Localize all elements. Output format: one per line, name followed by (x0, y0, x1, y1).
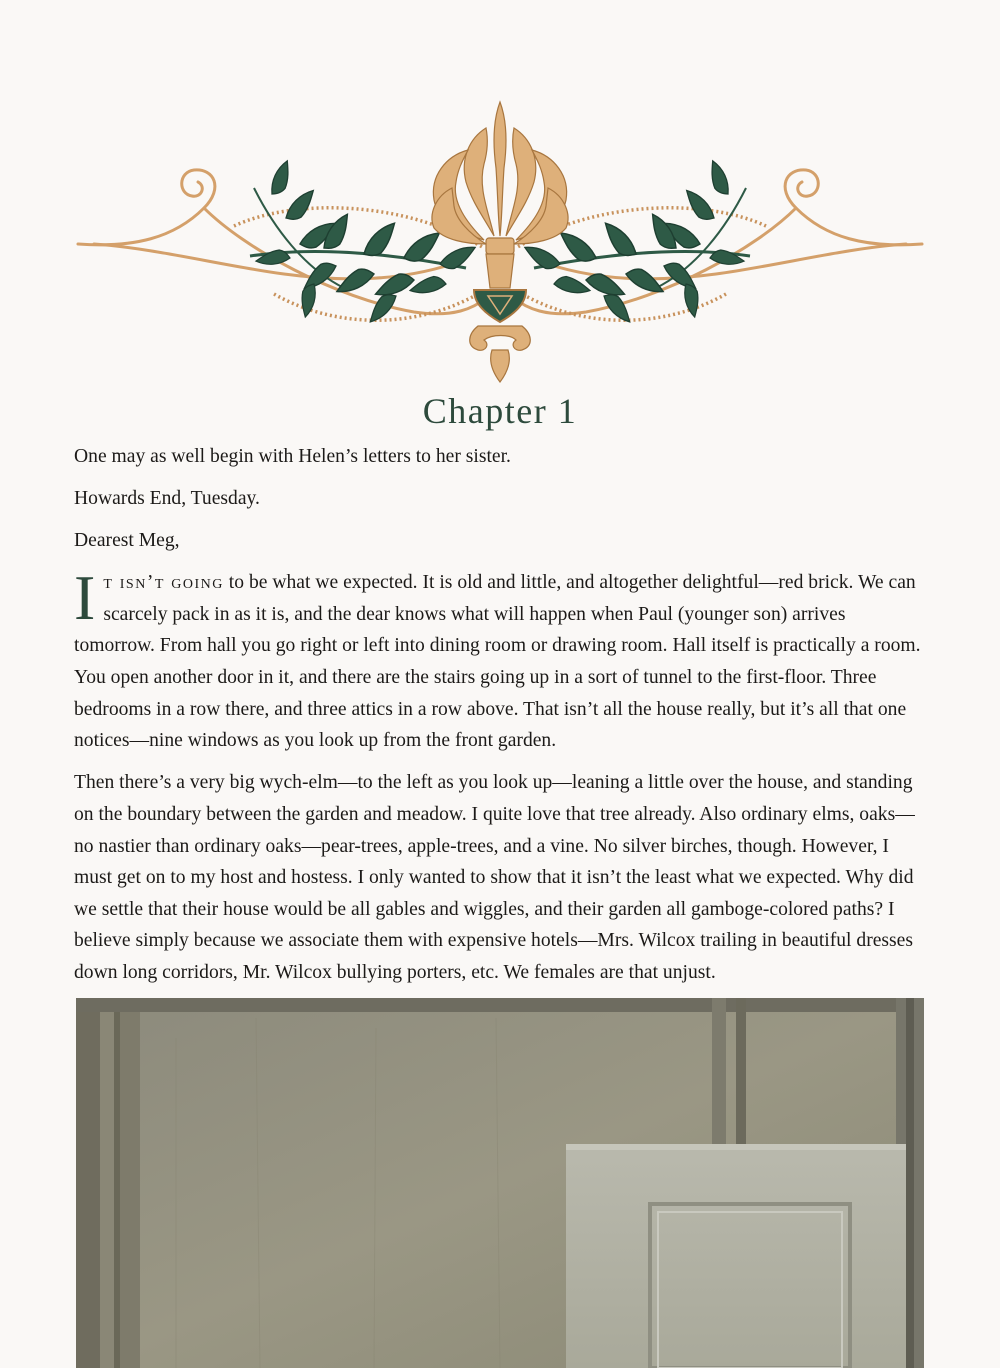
paragraph-1-text: to be what we expected. It is old and little, and altogether delightful—red brick. We can scarcely pack in as it is, and the dear knows what will happen when Paul (younger son) arrives tomorrow. From hall you go right or left into dining room or drawing room. Hall itself is practically a room. You open another door in it, and there are the stairs going up in a sort of tunnel to the first-floor. Three bedrooms in a row there, and three attics in a row above. That isn’t all the house really, but it’s all that one notices—nine windows as you look up from the front garden. (74, 572, 921, 752)
letter-paragraph-1 (74, 562, 930, 757)
chapter-ornament (74, 98, 926, 388)
chapter-body (74, 441, 930, 999)
letter-salutation: Dearest Meg, (74, 530, 180, 552)
letter-dateline: Howards End, Tuesday. (74, 488, 260, 510)
chapter-title: Chapter 1 (422, 391, 578, 431)
opening-smallcaps: t isn’t going (103, 572, 224, 594)
painting-canvas (76, 998, 924, 1368)
letter-paragraph-2: Then there’s a very big wych-elm—to the left as you look up—leaning a little over the house, and standing on the boundary between the garden and meadow. I quite love that tree already. Also ordinary elms, oaks—no nastier than ordinary oaks—pear-trees, apple-trees, and a vine. No silver birches, though. However, I must get on to my host and hostess. I only wanted to show that it isn’t the least what we expected. Why did we settle that their house would be all gables and wiggles, and their garden all gamboge-colored paths? I believe simply because we associate them with expensive hotels—Mrs. Wilcox trailing in beautiful dresses down long corridors, Mr. Wilcox bullying porters, etc. We females are that unjust. (74, 772, 915, 983)
drop-cap: I (74, 562, 96, 634)
interior-painting-image (76, 998, 924, 1368)
intro-paragraph: One may as well begin with Helen’s letters to her sister. (74, 446, 511, 467)
